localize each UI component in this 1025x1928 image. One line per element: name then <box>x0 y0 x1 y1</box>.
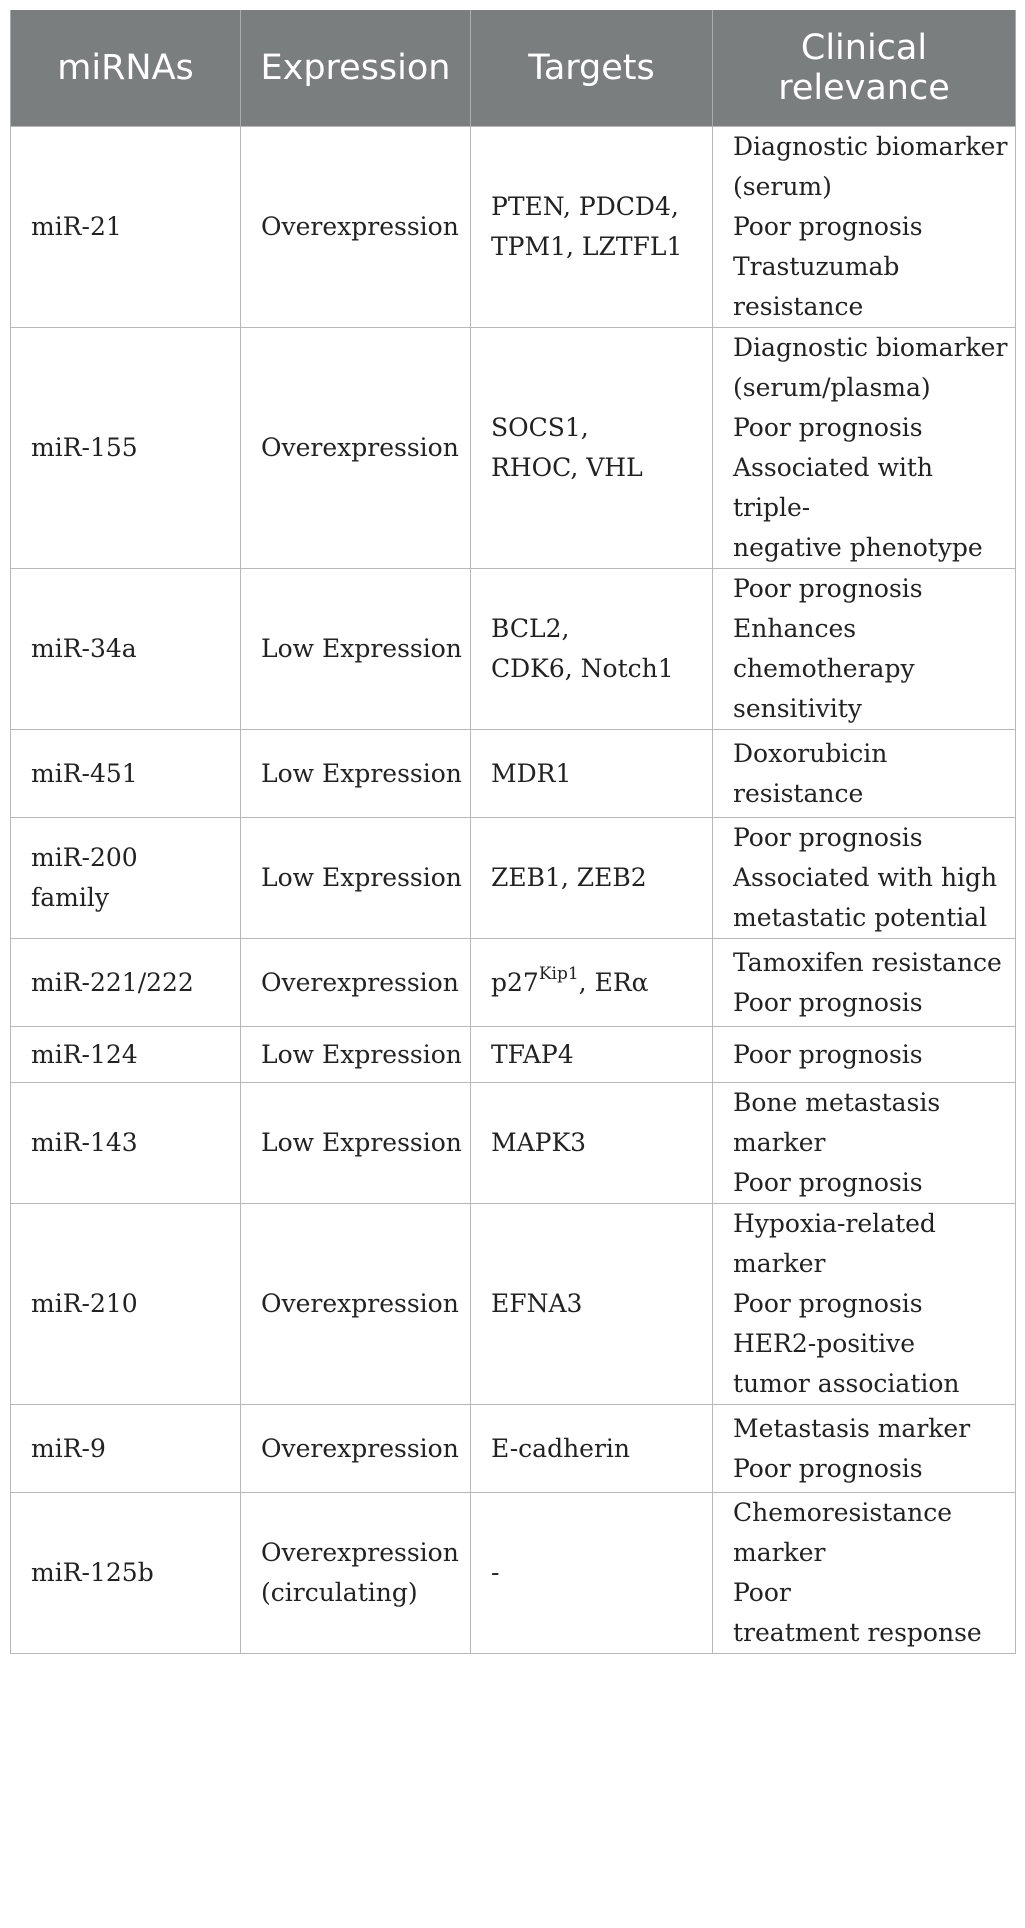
cell-expression <box>241 127 471 328</box>
cell-clinical-relevance <box>713 939 1016 1027</box>
cell-expression <box>241 818 471 939</box>
expression-line: Overexpression <box>261 1433 459 1463</box>
clinical-line: Poor prognosis <box>733 1289 923 1318</box>
targets-line: TPM1, LZTFL1 <box>491 232 683 261</box>
clinical-line: Metastasis marker <box>733 1413 971 1443</box>
expression-line: Low Expression <box>261 634 462 663</box>
clinical-line: Poor prognosis <box>733 823 923 852</box>
targets-line: RHOC, VHL <box>491 453 643 482</box>
targets-rest: , ERα <box>578 967 649 997</box>
targets-line: PTEN, PDCD4, <box>491 192 679 221</box>
clinical-line: Diagnostic biomarker <box>733 333 1008 362</box>
clinical-line: tumor association <box>733 1369 960 1398</box>
cell-mirna: miR-210 <box>11 1204 241 1405</box>
table-row <box>11 127 1016 328</box>
clinical-line: marker <box>733 1538 826 1567</box>
clinical-line: Diagnostic biomarker <box>733 132 1008 161</box>
expression-line: Overexpression <box>261 433 459 462</box>
expression-line: Low Expression <box>261 1039 462 1069</box>
targets-line: BCL2, <box>491 614 570 643</box>
clinical-line: Tamoxifen resistance <box>733 947 1002 977</box>
header-row <box>11 10 1016 127</box>
cell-targets <box>471 730 713 818</box>
clinical-line: Poor <box>733 1578 791 1607</box>
targets-superscript: Kip1 <box>538 964 579 985</box>
targets-base: p27 <box>491 967 539 997</box>
clinical-line: Doxorubicin <box>733 738 888 768</box>
targets-line: TFAP4 <box>491 1039 574 1069</box>
header-mirnas: miRNAs <box>11 10 241 127</box>
cell-mirna: miR-9 <box>11 1405 241 1493</box>
cell-mirna: miR-221/222 <box>11 939 241 1027</box>
cell-mirna: miR-125b <box>11 1493 241 1654</box>
cell-clinical-relevance <box>713 127 1016 328</box>
cell-clinical-relevance <box>713 730 1016 818</box>
cell-clinical-relevance <box>713 569 1016 730</box>
cell-expression <box>241 939 471 1027</box>
cell-expression <box>241 1083 471 1204</box>
clinical-line: Chemoresistance <box>733 1498 953 1527</box>
expression-line: (circulating) <box>261 1578 418 1607</box>
cell-mirna: miR-124 <box>11 1027 241 1083</box>
clinical-line: (serum) <box>733 172 832 201</box>
clinical-line: Poor prognosis <box>733 1039 923 1069</box>
cell-mirna: miR-143 <box>11 1083 241 1204</box>
clinical-line: treatment response <box>733 1618 982 1647</box>
clinical-line: metastatic potential <box>733 903 988 932</box>
cell-targets <box>471 1083 713 1204</box>
clinical-line: Poor prognosis <box>733 1453 923 1483</box>
cell-targets <box>471 328 713 569</box>
cell-clinical-relevance <box>713 328 1016 569</box>
targets-line: - <box>491 1558 500 1587</box>
table-row <box>11 1405 1016 1493</box>
cell-expression <box>241 730 471 818</box>
table-header <box>11 10 1016 127</box>
clinical-line: Associated with <box>733 453 933 482</box>
clinical-line: resistance <box>733 778 864 808</box>
table-row <box>11 569 1016 730</box>
header-clinical-line-1: Clinical <box>800 28 928 68</box>
header-targets: Targets <box>471 10 713 127</box>
cell-targets <box>471 1204 713 1405</box>
header-expression: Expression <box>241 10 471 127</box>
expression-line: Low Expression <box>261 1128 462 1157</box>
table-row <box>11 939 1016 1027</box>
cell-mirna: miR-21 <box>11 127 241 328</box>
table-row <box>11 1493 1016 1654</box>
table-row <box>11 1083 1016 1204</box>
targets-line: MAPK3 <box>491 1128 587 1157</box>
clinical-line: negative phenotype <box>733 533 983 562</box>
cell-targets <box>471 127 713 328</box>
targets-line: ZEB1, ZEB2 <box>491 863 647 892</box>
clinical-line: resistance <box>733 292 864 321</box>
cell-expression <box>241 1493 471 1654</box>
cell-targets <box>471 818 713 939</box>
expression-line: Overexpression <box>261 1289 459 1318</box>
expression-line: Overexpression <box>261 1538 459 1567</box>
clinical-line: Associated with high <box>733 863 998 892</box>
clinical-line: Poor prognosis <box>733 1168 923 1197</box>
targets-line: E-cadherin <box>491 1433 631 1463</box>
cell-expression <box>241 569 471 730</box>
targets-line: EFNA3 <box>491 1289 583 1318</box>
cell-expression <box>241 1204 471 1405</box>
clinical-line: Trastuzumab <box>733 252 900 281</box>
cell-mirna: miR-34a <box>11 569 241 730</box>
cell-targets <box>471 569 713 730</box>
clinical-line: Poor prognosis <box>733 574 923 603</box>
cell-targets <box>471 939 713 1027</box>
expression-line: Low Expression <box>261 758 462 788</box>
table-row <box>11 818 1016 939</box>
cell-clinical-relevance <box>713 1204 1016 1405</box>
targets-line: CDK6, Notch1 <box>491 654 674 683</box>
cell-clinical-relevance <box>713 1493 1016 1654</box>
table-row <box>11 328 1016 569</box>
targets-line: MDR1 <box>491 758 572 788</box>
header-clinical-line-2: relevance <box>778 68 950 108</box>
clinical-line: sensitivity <box>733 694 862 723</box>
mirna-table <box>10 10 1016 1654</box>
clinical-line: Bone metastasis <box>733 1088 941 1117</box>
clinical-line: (serum/plasma) <box>733 373 931 402</box>
cell-targets <box>471 1027 713 1083</box>
clinical-line: Enhances <box>733 614 857 643</box>
clinical-line: chemotherapy <box>733 654 915 683</box>
cell-mirna: miR-451 <box>11 730 241 818</box>
cell-targets <box>471 1405 713 1493</box>
expression-line: Low Expression <box>261 863 462 892</box>
clinical-line: Poor prognosis <box>733 212 923 241</box>
cell-targets <box>471 1493 713 1654</box>
clinical-line: Poor prognosis <box>733 987 923 1017</box>
cell-mirna: miR-200 family <box>11 818 241 939</box>
clinical-line: HER2-positive <box>733 1329 916 1358</box>
cell-clinical-relevance <box>713 1083 1016 1204</box>
mirna-table-container <box>10 10 1015 1654</box>
clinical-line: Poor prognosis <box>733 413 923 442</box>
cell-expression <box>241 1405 471 1493</box>
table-body <box>11 127 1016 1654</box>
targets-line <box>491 963 692 1003</box>
cell-expression <box>241 1027 471 1083</box>
cell-mirna: miR-155 <box>11 328 241 569</box>
header-clinical-relevance <box>713 10 1016 127</box>
expression-line: Overexpression <box>261 967 459 997</box>
clinical-line: Hypoxia-related <box>733 1209 936 1238</box>
cell-clinical-relevance <box>713 818 1016 939</box>
clinical-line: marker <box>733 1128 826 1157</box>
expression-line: Overexpression <box>261 212 459 241</box>
table-row <box>11 730 1016 818</box>
clinical-line: triple- <box>733 493 811 522</box>
table-row <box>11 1204 1016 1405</box>
targets-line: SOCS1, <box>491 413 589 442</box>
clinical-line: marker <box>733 1249 826 1278</box>
table-row <box>11 1027 1016 1083</box>
cell-clinical-relevance <box>713 1405 1016 1493</box>
cell-clinical-relevance <box>713 1027 1016 1083</box>
cell-expression <box>241 328 471 569</box>
